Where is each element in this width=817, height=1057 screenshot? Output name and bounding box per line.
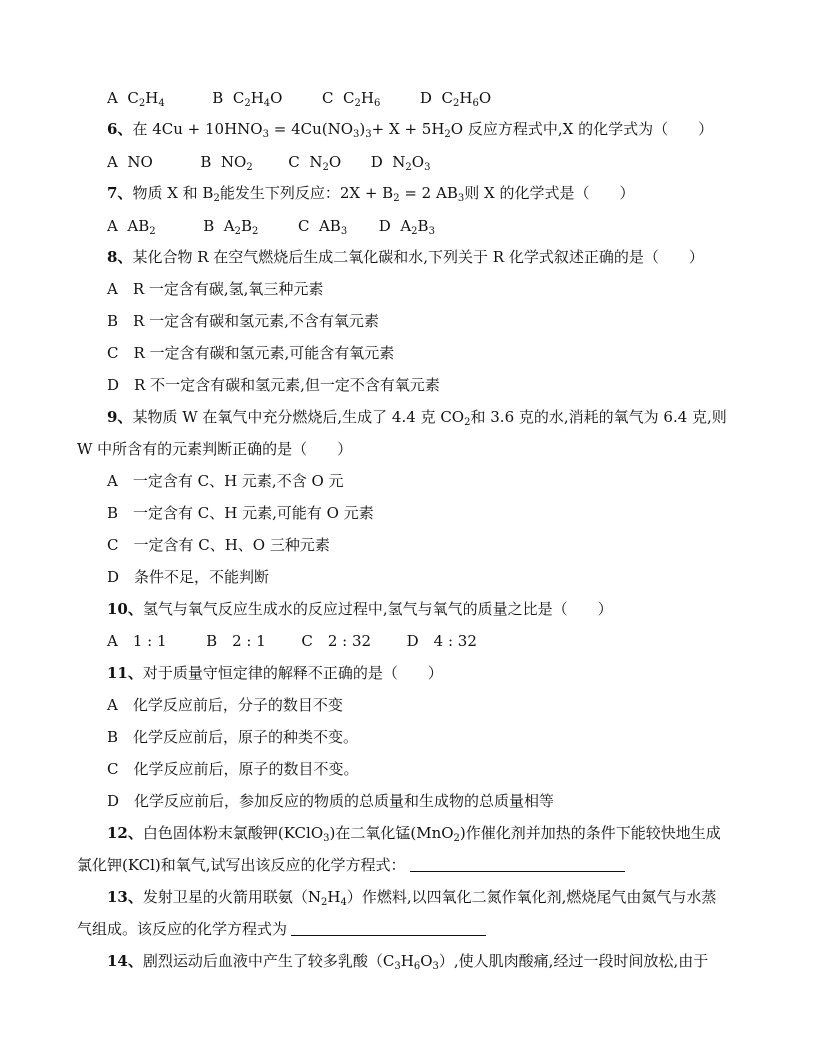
question-13-continued — [77, 919, 486, 939]
question-text: ）,使人肌肉酸痛,经过一段时间放松,由于 — [438, 952, 709, 970]
question-6: 6、在 $4Cu + 10HNO_3 = 4Cu(NO_3)_3+ X + 5H_2O$ 反应方程式中,X 的化学式为（ ） — [107, 120, 714, 140]
question-9: 9、某物质 W 在氧气中充分燃烧后,生成了 4.4 克 $CO_2$和 3.6 克的水,消耗的氧气为 6.4 克,则 — [107, 408, 727, 428]
question-number: 13、 — [107, 888, 143, 906]
question-number: 11、 — [107, 664, 143, 682]
option-label: C — [297, 217, 310, 235]
options-row-q6: A NO B $NO_2$ C $N_2O$ D $N_2O_3$ — [107, 153, 431, 173]
option-label: A — [107, 89, 118, 107]
option-q9-a: A 一定含有 C、H 元素,不含 O 元 — [107, 472, 344, 490]
question-text: 某物质 W 在氧气中充分燃烧后,生成了 4.4 克 — [132, 408, 441, 426]
question-text: 则 X 的化学式是（ ） — [464, 184, 635, 202]
question-text: 白色固体粉末氯酸钾 — [142, 824, 278, 842]
option-label: B — [200, 153, 212, 171]
question-11 — [107, 663, 443, 683]
option-q8-b: B R 一定含有碳和氢元素,不含有氧元素 — [107, 312, 379, 330]
option-label: B 2 : 1 — [206, 632, 266, 650]
question-number: 6、 — [107, 120, 133, 138]
question-10 — [107, 599, 613, 619]
question-text: 氢气与氧气反应生成水的反应过程中,氢气与氧气的质量之比是（ ） — [142, 600, 613, 618]
option-label: D — [370, 153, 383, 171]
question-number: 7、 — [107, 184, 133, 202]
question-text: 某化合物 R 在空气燃烧后生成二氧化碳和水,下列关于 R 化学式叙述正确的是（ ） — [132, 248, 704, 266]
option-q11-b: B 化学反应前后，原子的种类不变。 — [107, 728, 359, 746]
option-q8-c: C R 一定含有碳和氢元素,可能含有氧元素 — [107, 344, 395, 362]
option-label: D — [419, 89, 432, 107]
option-q11-a: A 化学反应前后，分子的数目不变 — [107, 696, 343, 714]
question-14: 14、剧烈运动后血液中产生了较多乳酸$(C_3H_6O_3)$,使人肌肉酸痛,经过一段时间放松,由于 — [107, 952, 709, 972]
option-label: D 4 : 32 — [406, 632, 477, 650]
question-number: 9、 — [107, 408, 133, 426]
option-label: B — [203, 217, 215, 235]
question-number: 10、 — [107, 600, 143, 618]
question-9-continued: W 中所含有的元素判断正确的是（ ） — [77, 440, 353, 458]
question-8 — [107, 247, 704, 267]
options-row-q5: A $C_2H_4$ B $C_2H_4O$ C $C_2H_6$ D $C_2H_6O$ — [107, 89, 492, 109]
options-row-q10 — [107, 631, 477, 651]
option-label: A — [107, 153, 118, 171]
option-label: D — [378, 217, 391, 235]
answer-blank[interactable] — [291, 920, 486, 936]
question-number: 12、 — [107, 824, 143, 842]
question-7: 7、物质 X 和 $B_2$能发生下列反应：$2X + B_2 = 2$ $AB_3$则 X 的化学式是（ ） — [107, 184, 635, 204]
question-text: 物质 X 和 — [132, 184, 203, 202]
question-12: 12、白色固体粉末氯酸钾(KClO$_3$)在二氧化锰(MnO$_2$)作催化剂并加热的条件下能较快地生成 — [107, 824, 721, 844]
question-text: 在 — [132, 120, 153, 138]
question-text: 能发生下列反应： — [219, 184, 340, 202]
option-q8-d: D R 不一定含有碳和氢元素,但一定不含有氧元素 — [107, 376, 440, 394]
answer-blank[interactable] — [410, 856, 625, 872]
option-label: C — [288, 153, 300, 171]
question-text: 在二氧化锰 — [335, 824, 411, 842]
question-text: 和 3.6 克的水,消耗的氧气为 6.4 克,则 — [470, 408, 727, 426]
question-text: 反应方程式中,X 的化学式为（ ） — [467, 120, 714, 138]
question-text: 氯化钾(KCl)和氧气,试写出该反应的化学方程式： — [77, 856, 406, 874]
option-label: C — [322, 89, 334, 107]
option-q11-d: D 化学反应前后，参加反应的物质的总质量和生成物的总质量相等 — [107, 792, 555, 810]
question-text: 剧烈运动后血液中产生了较多乳酸（ — [142, 952, 383, 970]
options-row-q7: A $AB_2$ B $A_2B_2$ C $AB_3$ D $A_2B_3$ — [107, 217, 435, 237]
option-label: A — [107, 217, 118, 235]
option-q9-b: B 一定含有 C、H 元素,可能有 O 元素 — [107, 504, 374, 522]
question-number: 8、 — [107, 248, 133, 266]
option-q9-d: D 条件不足，不能判断 — [107, 568, 270, 586]
question-text: 气组成。该反应的化学方程式为 — [77, 920, 288, 938]
question-12-continued — [77, 855, 625, 875]
question-13: 13、发射卫星的火箭用联氨$(N_2H_4)$作燃料,以四氧化二氮作氧化剂,燃烧尾气由氮气与水蒸 — [107, 888, 717, 908]
question-number: 14、 — [107, 952, 143, 970]
question-text: 发射卫星的火箭用联氨（ — [142, 888, 308, 906]
option-label: A 1 : 1 — [107, 632, 167, 650]
option-q8-a: A R 一定含有碳,氢,氧三种元素 — [107, 280, 324, 298]
option-label: B — [212, 89, 224, 107]
option-label: C 2 : 32 — [301, 632, 372, 650]
option-q11-c: C 化学反应前后，原子的数目不变。 — [107, 760, 359, 778]
option-q9-c: C 一定含有 C、H、O 三种元素 — [107, 536, 330, 554]
question-text: 作催化剂并加热的条件下能较快地生成 — [465, 824, 721, 842]
question-text: ）作燃料,以四氧化二氮作氧化剂,燃烧尾气由氮气与水蒸 — [346, 888, 717, 906]
question-text: 对于质量守恒定律的解释不正确的是（ ） — [142, 664, 443, 682]
